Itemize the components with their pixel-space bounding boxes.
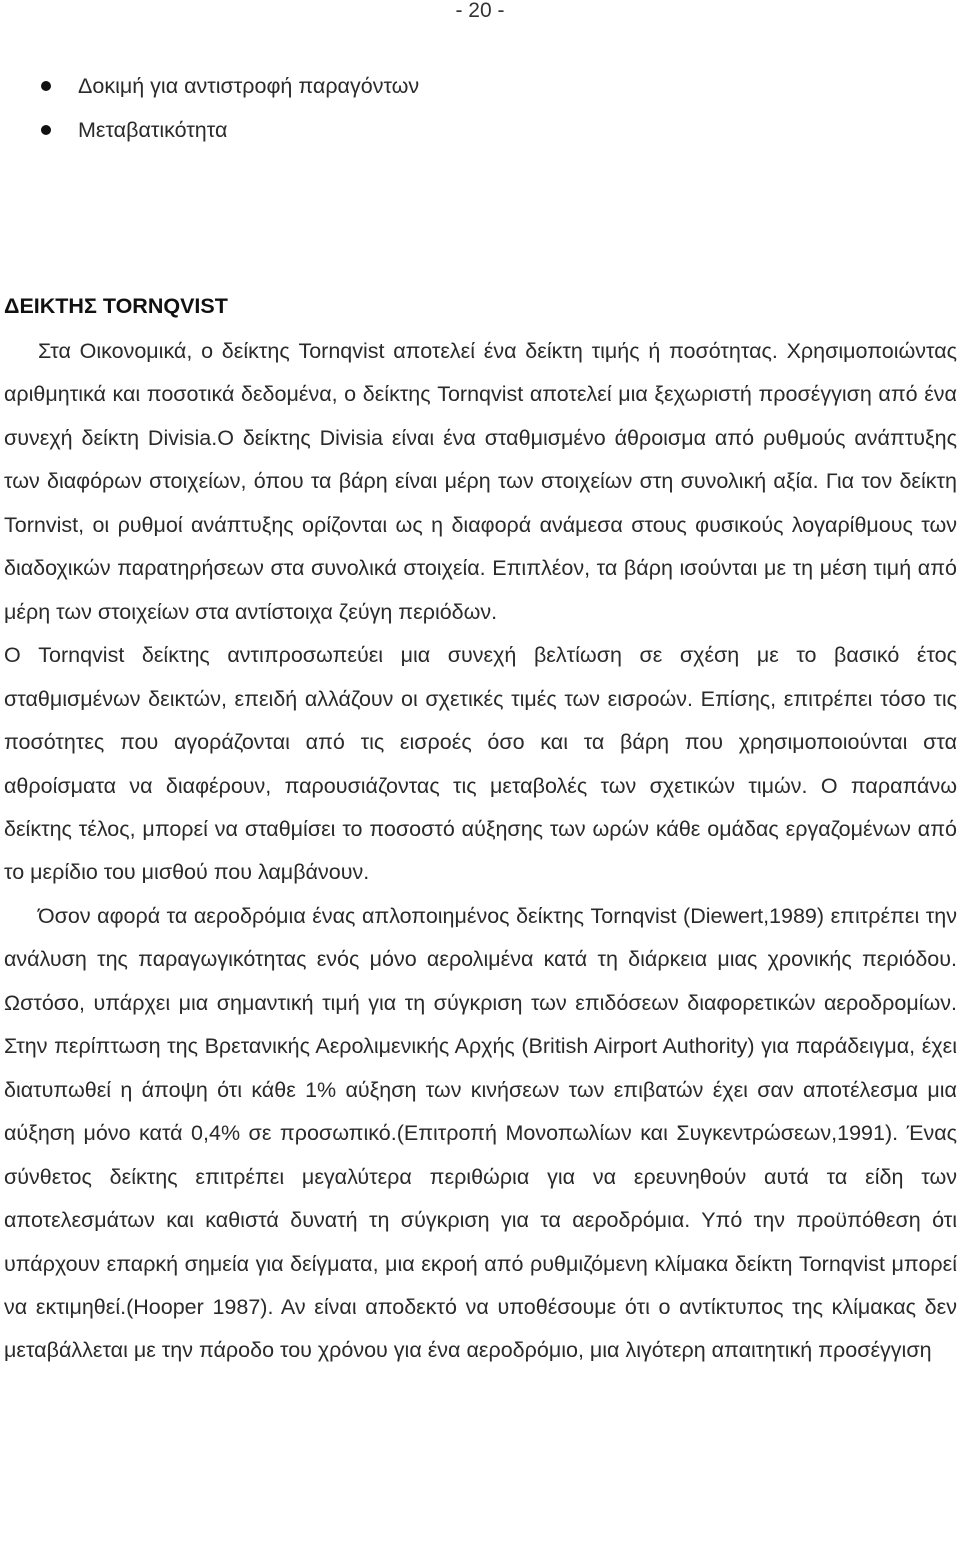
bullet-dot-icon	[41, 81, 51, 91]
bullet-list	[0, 66, 960, 154]
paragraph: Ο Tornqvist δείκτης αντιπροσωπεύει μια συνεχή βελτίωση σε σχέση με το βασικό έτος σταθμισμένων δεικτών, επειδή αλλάζουν οι σχετικές τιμές των εισροών. Επίσης, επιτρέπει τόσο τις ποσότητες που αγοράζονται από τις εισροές όσο και τα βάρη που χρησιμοποιούνται στα αθροίσματα να διαφέρουν, παρουσιάζοντας τις μεταβολές των σχετικών τιμών. Ο παραπάνω δείκτης τέλος, μπορεί να σταθμίσει το ποσοστό αύξησης των ωρών κάθε ομάδας εργαζομένων από το μερίδιο του μισθού που λαμβάνουν.	[4, 643, 957, 885]
paragraph: Όσον αφορά τα αεροδρόμια ένας απλοποιημένος δείκτης Tornqvist (Diewert,1989) επιτρέπει την ανάλυση της παραγωγικότητας ενός μόνο αερολιμένα κατά τη διάρκεια μιας χρονικής περιόδου. Ωστόσο, υπάρχει μια σημαντική τιμή για τη σύγκριση των επιδόσεων διαφορετικών αεροδρομίων. Στην περίπτωση της Βρετανικής Αερολιμενικής Αρχής (British Airport Authority) για παράδειγμα, έχει διατυπωθεί η άποψη ότι κάθε 1% αύξηση των κινήσεων των επιβατών έχει σαν αποτέλεσμα μια αύξηση μόνο κατά 0,4% σε προσωπικό.(Επιτροπή Μονοπωλίων και Συγκεντρώσεων,1991). Ένας σύνθετος δείκτης επιτρέπει μεγαλύτερα περιθώρια για να ερευνηθούν αυτά τα είδη των αποτελεσμάτων και καθιστά δυνατή τη σύγκριση για τα αεροδρόμια. Υπό την προϋπόθεση ότι υπάρχουν επαρκή σημεία για δείγματα, μια εκροή από ρυθμιζόμενη κλίμακα δείκτη Tornqvist μπορεί να εκτιμηθεί.(Hooper 1987). Αν είναι αποδεκτό να υποθέσουμε ότι ο αντίκτυπος της κλίμακας δεν μεταβάλλεται με την πάροδο του χρόνου για ένα αεροδρόμιο, μια λιγότερη απαιτητική προσέγγιση	[4, 903, 957, 1363]
page-number: - 20 -	[455, 0, 505, 22]
section-heading: ΔΕΙΚΤΗΣ TORNQVIST	[4, 294, 228, 318]
bullet-item	[0, 110, 960, 154]
bullet-text: Μεταβατικότητα	[78, 118, 228, 142]
section-body	[4, 330, 957, 1373]
paragraph: Στα Οικονομικά, ο δείκτης Tornqvist αποτελεί ένα δείκτη τιμής ή ποσότητας. Χρησιμοποιώντας αριθμητικά και ποσοτικά δεδομένα, ο δείκτης Tornqvist αποτελεί μια ξεχωριστή προσέγγιση από ένα συνεχή δείκτη Divisia.Ο δείκτης Divisia είναι ένα σταθμισμένο άθροισμα από ρυθμούς ανάπτυξης των διαφόρων στοιχείων, όπου τα βάρη είναι μέρη των στοιχείων στη συνολική αξία. Για τον δείκτη Tornvist, οι ρυθμοί ανάπτυξης ορίζονται ως η διαφορά ανάμεσα στους φυσικούς λογαρίθμους των διαδοχικών παρατηρήσεων στα συνολικά στοιχεία. Επιπλέον, τα βάρη ισούνται με τη μέση τιμή από μέρη των στοιχείων στα αντίστοιχα ζεύγη περιόδων.	[4, 339, 957, 624]
bullet-text: Δοκιμή για αντιστροφή παραγόντων	[78, 74, 420, 98]
bullet-item	[0, 66, 960, 110]
bullet-dot-icon	[41, 125, 51, 135]
